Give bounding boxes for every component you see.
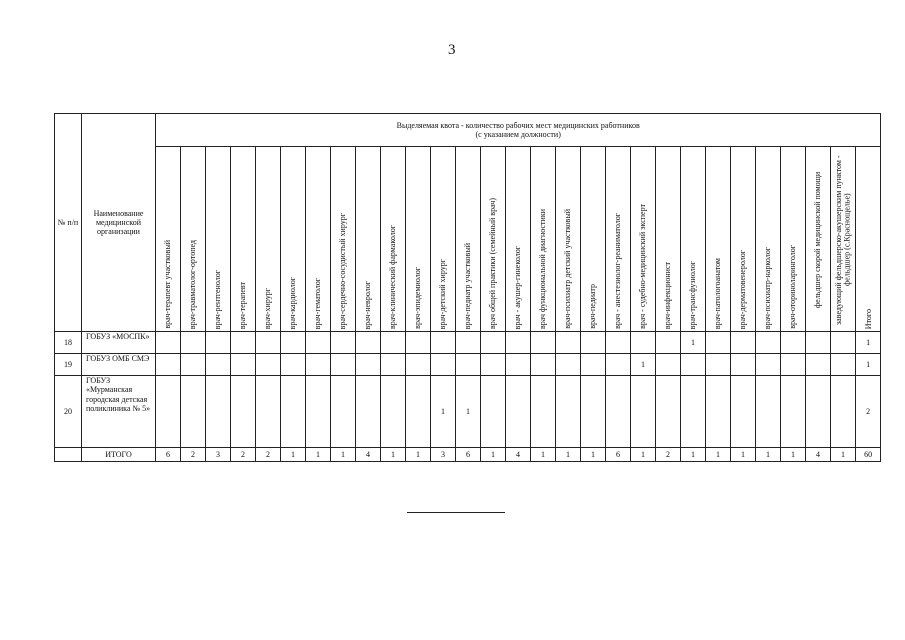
end-divider-line — [407, 512, 505, 513]
quota-cell — [306, 332, 331, 354]
column-header-label: врач-хирург — [263, 287, 273, 329]
column-header-label: врач-патологоанатом — [713, 257, 723, 329]
quota-cell — [506, 376, 531, 448]
quota-cell — [731, 332, 756, 354]
total-cell: 1 — [531, 448, 556, 462]
total-cell: 1 — [631, 448, 656, 462]
quota-cell — [831, 354, 856, 376]
column-header-label: врач-сердечно-сосудистый хирург — [338, 212, 348, 329]
quota-cell — [181, 332, 206, 354]
quota-cell — [456, 354, 481, 376]
quota-cell — [156, 376, 181, 448]
quota-cell — [356, 332, 381, 354]
quota-cell — [706, 376, 731, 448]
quota-cell — [431, 354, 456, 376]
total-cell: 6 — [456, 448, 481, 462]
quota-cell — [581, 376, 606, 448]
quota-cell — [181, 376, 206, 448]
quota-cell — [481, 354, 506, 376]
quota-cell — [331, 376, 356, 448]
column-header-label: врач-инфекционист — [663, 261, 673, 329]
quota-cell — [431, 332, 456, 354]
column-header-label: врач-рентгенолог — [213, 269, 223, 329]
column-header — [556, 147, 581, 332]
column-header — [281, 147, 306, 332]
quota-cell — [256, 354, 281, 376]
quota-cell — [631, 332, 656, 354]
total-cell: 1 — [581, 448, 606, 462]
row-number: 20 — [55, 376, 82, 448]
column-header-label: врач-дерматовенеролог — [738, 249, 748, 329]
organization-name-header: Наименование медицинской организации — [82, 114, 156, 332]
column-header — [456, 147, 481, 332]
column-header — [806, 147, 831, 332]
column-header-label: врач-психиатр детский участковый — [563, 209, 573, 329]
total-cell: 4 — [506, 448, 531, 462]
column-header-label: фельдшер скорой медицинской помощи — [812, 171, 822, 309]
quota-cell — [631, 376, 656, 448]
column-header — [706, 147, 731, 332]
row-number-header: № п/п — [55, 114, 82, 332]
quota-title-line2: (с указанием должности) — [475, 130, 561, 139]
quota-cell — [781, 354, 806, 376]
column-header — [731, 147, 756, 332]
column-header-label: Итого — [863, 308, 873, 329]
column-header — [306, 147, 331, 332]
quota-cell — [356, 354, 381, 376]
quota-cell — [756, 376, 781, 448]
quota-cell: 1 — [456, 376, 481, 448]
column-header — [181, 147, 206, 332]
column-header-label: врач - акушер-гинеколог — [513, 245, 523, 329]
total-cell: 1 — [781, 448, 806, 462]
quota-cell — [756, 354, 781, 376]
quota-cell — [406, 354, 431, 376]
row-total-cell: 1 — [856, 332, 881, 354]
quota-cell — [331, 354, 356, 376]
quota-cell — [181, 354, 206, 376]
quota-cell — [231, 376, 256, 448]
total-row-empty-cell — [55, 448, 82, 462]
quota-cell: 1 — [631, 354, 656, 376]
total-cell: 2 — [181, 448, 206, 462]
table-row — [55, 354, 881, 376]
column-header — [481, 147, 506, 332]
column-header-row — [55, 147, 881, 332]
total-cell: 3 — [206, 448, 231, 462]
quota-cell: 1 — [431, 376, 456, 448]
quota-cell — [781, 332, 806, 354]
quota-cell — [281, 354, 306, 376]
quota-cell — [306, 376, 331, 448]
quota-cell — [381, 332, 406, 354]
quota-cell — [806, 332, 831, 354]
quota-cell — [156, 354, 181, 376]
column-header-label: заведующий фельдшерско-акушерским пунктом - фельдшер (с.Краснощелье) — [833, 155, 851, 325]
quota-cell — [231, 354, 256, 376]
organization-name: ГОБУЗ «МОСПК» — [82, 332, 156, 354]
column-header-label: врач-оториноларинголог — [788, 245, 798, 329]
quota-title-line1: Выделяемая квота - количество рабочих мест медицинских работников — [396, 120, 640, 130]
quota-cell — [256, 332, 281, 354]
quota-cell — [206, 332, 231, 354]
column-header — [206, 147, 231, 332]
quota-cell — [806, 354, 831, 376]
table-row — [55, 376, 881, 448]
column-header — [406, 147, 431, 332]
quota-cell — [331, 332, 356, 354]
column-header — [581, 147, 606, 332]
quota-cell — [606, 354, 631, 376]
quota-cell — [731, 354, 756, 376]
total-cell: 2 — [256, 448, 281, 462]
quota-cell — [681, 354, 706, 376]
quota-cell — [481, 376, 506, 448]
quota-cell — [256, 376, 281, 448]
column-header-label: врач-детский хирург — [438, 258, 448, 329]
total-cell: 1 — [556, 448, 581, 462]
column-header — [506, 147, 531, 332]
quota-cell — [681, 376, 706, 448]
quota-cell — [606, 376, 631, 448]
total-cell: 1 — [706, 448, 731, 462]
row-number: 18 — [55, 332, 82, 354]
column-header-label: врач-терапевт — [238, 281, 248, 329]
quota-cell — [556, 376, 581, 448]
total-cell: 1 — [731, 448, 756, 462]
total-cell: 1 — [756, 448, 781, 462]
row-total-cell: 1 — [856, 354, 881, 376]
page-number: 3 — [448, 42, 456, 58]
quota-cell — [481, 332, 506, 354]
quota-cell — [206, 376, 231, 448]
quota-cell — [531, 332, 556, 354]
column-header-label: врач функциональной диагностики — [538, 208, 548, 329]
column-header — [431, 147, 456, 332]
table-body — [55, 332, 881, 462]
total-cell: 1 — [306, 448, 331, 462]
column-header-label: врач-терапевт участковый — [163, 240, 173, 329]
column-header-label: врач-гематолог — [313, 277, 323, 329]
total-cell: 2 — [656, 448, 681, 462]
quota-cell — [206, 354, 231, 376]
total-cell: 3 — [431, 448, 456, 462]
quota-cell — [756, 332, 781, 354]
total-cell: 2 — [231, 448, 256, 462]
column-header-label: врач-невролог — [363, 280, 373, 329]
column-header-label: врач - анестезиолог-реаниматолог — [613, 213, 623, 329]
quota-cell — [531, 354, 556, 376]
quota-cell — [831, 376, 856, 448]
column-header — [381, 147, 406, 332]
row-number: 19 — [55, 354, 82, 376]
quota-cell — [306, 354, 331, 376]
quota-cell — [656, 376, 681, 448]
quota-cell — [831, 332, 856, 354]
organization-name: ГОБУЗ «Мурманская городская детская поликлиника № 5» — [82, 376, 156, 448]
quota-cell — [506, 354, 531, 376]
quota-cell — [506, 332, 531, 354]
total-label: ИТОГО — [82, 448, 156, 462]
column-header — [781, 147, 806, 332]
column-header — [256, 147, 281, 332]
column-header-label: врач-педиатр участковый — [463, 242, 473, 329]
column-header-label: врач-трансфузиолог — [688, 260, 698, 329]
quota-cell — [281, 376, 306, 448]
column-header-label: врач-клинический фармаколог — [388, 224, 398, 329]
quota-cell — [556, 354, 581, 376]
quota-cell — [581, 354, 606, 376]
quota-table — [54, 113, 881, 462]
quota-cell — [231, 332, 256, 354]
total-cell: 1 — [331, 448, 356, 462]
total-cell: 1 — [481, 448, 506, 462]
quota-cell — [406, 332, 431, 354]
total-cell: 1 — [831, 448, 856, 462]
grand-total-cell: 60 — [856, 448, 881, 462]
quota-cell — [556, 332, 581, 354]
table-row — [55, 332, 881, 354]
quota-cell — [581, 332, 606, 354]
organization-name: ГОБУЗ ОМБ СМЭ — [82, 354, 156, 376]
quota-cell — [606, 332, 631, 354]
column-header-label: врач-травматолог-ортопед — [188, 239, 198, 329]
quota-cell — [706, 354, 731, 376]
quota-cell — [381, 354, 406, 376]
quota-cell — [706, 332, 731, 354]
quota-cell — [456, 332, 481, 354]
quota-cell — [656, 332, 681, 354]
total-cell: 1 — [681, 448, 706, 462]
quota-cell — [281, 332, 306, 354]
column-header — [531, 147, 556, 332]
quota-cell — [356, 376, 381, 448]
total-row — [55, 448, 881, 462]
quota-cell — [781, 376, 806, 448]
column-header — [331, 147, 356, 332]
quota-cell — [656, 354, 681, 376]
quota-cell — [406, 376, 431, 448]
quota-cell — [381, 376, 406, 448]
column-header — [356, 147, 381, 332]
column-header — [831, 147, 856, 332]
column-header — [756, 147, 781, 332]
quota-cell — [156, 332, 181, 354]
total-cell: 1 — [406, 448, 431, 462]
quota-cell — [531, 376, 556, 448]
column-header — [631, 147, 656, 332]
quota-title — [156, 114, 881, 147]
column-header-label: врач-психиатр-нарколог — [763, 246, 773, 329]
total-cell: 4 — [806, 448, 831, 462]
total-cell: 4 — [356, 448, 381, 462]
column-header — [606, 147, 631, 332]
column-header-label: врач - судебно-медицинский эксперт — [638, 204, 648, 329]
quota-cell — [731, 376, 756, 448]
total-cell: 6 — [606, 448, 631, 462]
quota-cell — [806, 376, 831, 448]
quota-cell: 1 — [681, 332, 706, 354]
column-header — [856, 147, 881, 332]
total-cell: 1 — [281, 448, 306, 462]
column-header-label: врач-кардиолог — [288, 276, 298, 329]
column-header-label: врач общей практики (семейный врач) — [488, 197, 498, 329]
total-cell: 1 — [381, 448, 406, 462]
column-header — [231, 147, 256, 332]
column-header — [156, 147, 181, 332]
total-cell: 6 — [156, 448, 181, 462]
row-total-cell: 2 — [856, 376, 881, 448]
column-header-label: врач-эпидемиолог — [413, 267, 423, 329]
column-header-label: врач-педиатр — [588, 284, 598, 329]
column-header — [656, 147, 681, 332]
column-header — [681, 147, 706, 332]
